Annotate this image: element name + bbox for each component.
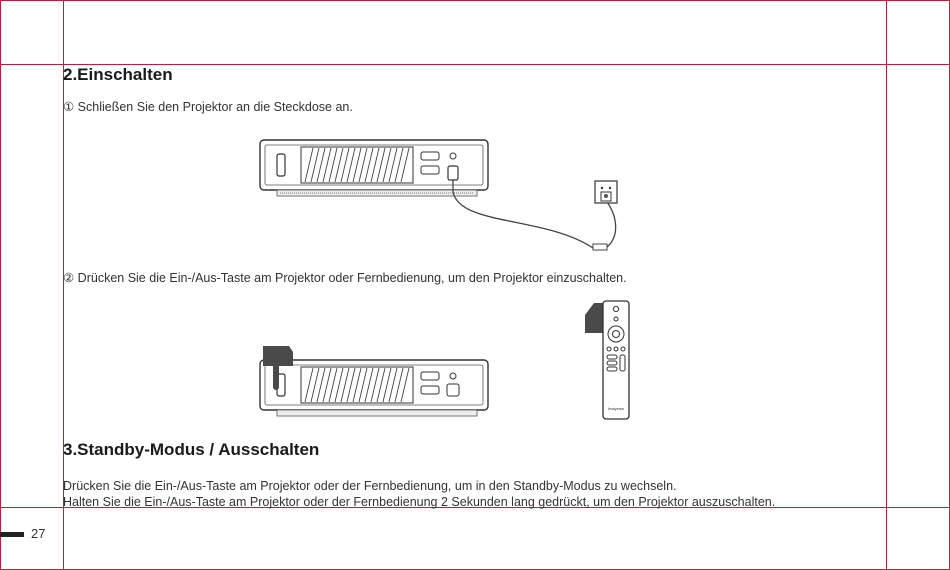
cable-plug xyxy=(593,244,607,250)
guide-line-right xyxy=(886,0,887,570)
standby-line-1: Drücken Sie die Ein-/Aus-Taste am Projektor oder der Fernbedienung, um in den Standby-Modus zu wechseln. xyxy=(63,479,677,493)
page-number-bar xyxy=(0,532,24,537)
projector-plug-illustration xyxy=(255,136,645,256)
section-title-einschalten: 2.Einschalten xyxy=(63,65,173,84)
remote-brand-label: Imayeaw xyxy=(607,406,624,411)
step-2-text: ② Drücken Sie die Ein-/Aus-Taste am Projektor oder Fernbedienung, um den Projektor einzuschalten. xyxy=(63,271,627,285)
guide-line-left-edge xyxy=(0,0,1,570)
section-title-standby: 3.Standby-Modus / Ausschalten xyxy=(63,440,320,459)
projector-power-press-illustration xyxy=(255,344,495,420)
page-number: 27 xyxy=(31,526,46,541)
remote-control-illustration xyxy=(582,297,638,421)
power-port xyxy=(448,166,458,180)
guide-line-top xyxy=(0,0,950,1)
step-1-text: ① Schließen Sie den Projektor an die Steckdose an. xyxy=(63,100,353,114)
standby-line-2: Halten Sie die Ein-/Aus-Taste am Projektor oder der Fernbedienung 2 Sekunden lang gedrückt, um den Projektor auszuschalten. xyxy=(63,495,776,509)
